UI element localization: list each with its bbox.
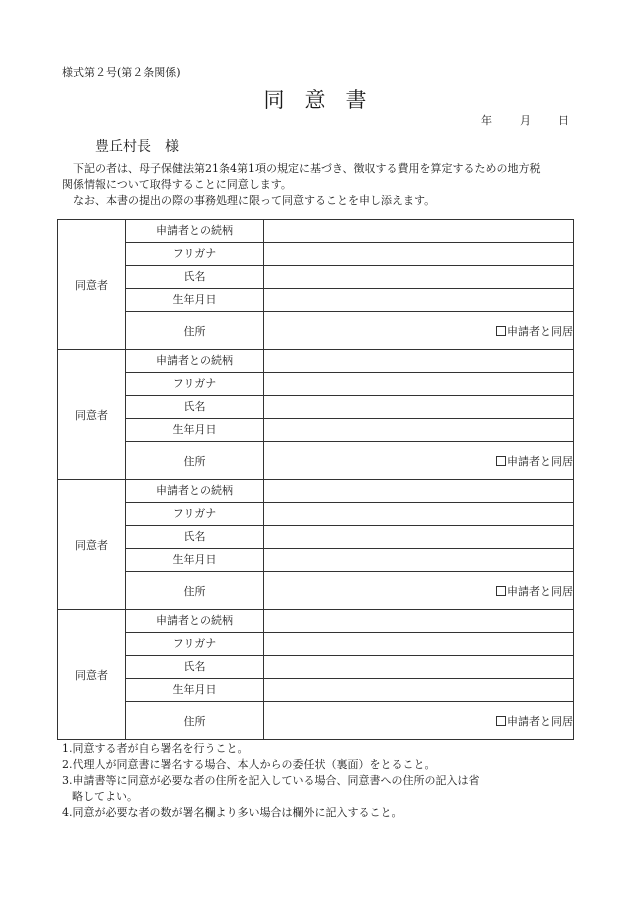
intro-line-1: 下記の者は、母子保健法第21条4第1項の規定に基づき、徴収する費用を算定するための地方税 <box>73 162 541 175</box>
name-label: 氏名 <box>126 266 264 289</box>
birthdate-field[interactable] <box>264 419 574 442</box>
note-3-continued: 略してよい。 <box>72 790 138 803</box>
relation-label: 申請者との続柄 <box>126 350 264 373</box>
form-number: 様式第２号(第２条関係) <box>62 66 181 79</box>
name-field[interactable] <box>264 656 574 679</box>
furigana-field[interactable] <box>264 503 574 526</box>
birthdate-field[interactable] <box>264 679 574 702</box>
relation-field[interactable] <box>264 220 574 243</box>
address-field[interactable] <box>264 572 574 610</box>
name-label: 氏名 <box>126 526 264 549</box>
intro-text <box>62 161 574 209</box>
cohabit-label: 申請者と同居 <box>507 714 573 728</box>
birthdate-label: 生年月日 <box>126 419 264 442</box>
furigana-label: フリガナ <box>126 503 264 526</box>
intro-line-2: 関係情報について取得することに同意します。 <box>62 178 292 191</box>
relation-field[interactable] <box>264 350 574 373</box>
name-field[interactable] <box>264 396 574 419</box>
cohabit-checkbox[interactable] <box>496 716 506 726</box>
name-field[interactable] <box>264 526 574 549</box>
consenter-block-2 <box>58 350 574 480</box>
intro-line-3: なお、本書の提出の際の事務処理に限って同意することを申し添えます。 <box>73 194 436 207</box>
consenter-header: 同意者 <box>58 610 126 740</box>
relation-label: 申請者との続柄 <box>126 220 264 243</box>
birthdate-field[interactable] <box>264 549 574 572</box>
consent-table <box>57 219 574 740</box>
furigana-label: フリガナ <box>126 243 264 266</box>
cohabit-label: 申請者と同居 <box>507 324 573 338</box>
address-label: 住所 <box>126 572 264 610</box>
cohabit-checkbox[interactable] <box>496 326 506 336</box>
consenter-header: 同意者 <box>58 220 126 350</box>
birthdate-label: 生年月日 <box>126 679 264 702</box>
birthdate-label: 生年月日 <box>126 289 264 312</box>
date-line <box>476 112 572 126</box>
cohabit-checkbox[interactable] <box>496 586 506 596</box>
furigana-field[interactable] <box>264 633 574 656</box>
relation-field[interactable] <box>264 480 574 503</box>
date-year-label: 年 <box>481 114 492 127</box>
relation-label: 申請者との続柄 <box>126 480 264 503</box>
address-field[interactable] <box>264 312 574 350</box>
furigana-label: フリガナ <box>126 633 264 656</box>
furigana-label: フリガナ <box>126 373 264 396</box>
address-label: 住所 <box>126 442 264 480</box>
furigana-field[interactable] <box>264 243 574 266</box>
address-field[interactable] <box>264 702 574 740</box>
furigana-field[interactable] <box>264 373 574 396</box>
consenter-block-3 <box>58 480 574 610</box>
birthdate-label: 生年月日 <box>126 549 264 572</box>
name-label: 氏名 <box>126 396 264 419</box>
note-2: 2.代理人が同意書に署名する場合、本人からの委任状（裏面）をとること。 <box>62 758 436 771</box>
addressee: 豊丘村長 様 <box>95 139 179 155</box>
consenter-header: 同意者 <box>58 480 126 610</box>
address-field[interactable] <box>264 442 574 480</box>
name-field[interactable] <box>264 266 574 289</box>
note-3: 3.申請書等に同意が必要な者の住所を記入している場合、同意書への住所の記入は省 <box>62 774 480 787</box>
birthdate-field[interactable] <box>264 289 574 312</box>
cohabit-label: 申請者と同居 <box>507 584 573 598</box>
consenter-block-4 <box>58 610 574 740</box>
relation-label: 申請者との続柄 <box>126 610 264 633</box>
date-day-label: 日 <box>558 114 569 127</box>
note-1: 1.同意する者が自ら署名を行うこと。 <box>62 742 249 755</box>
cohabit-label: 申請者と同居 <box>507 454 573 468</box>
address-label: 住所 <box>126 702 264 740</box>
cohabit-checkbox[interactable] <box>496 456 506 466</box>
page-title: 同意書 <box>263 88 387 112</box>
consenter-block-1 <box>58 220 574 350</box>
address-label: 住所 <box>126 312 264 350</box>
consenter-header: 同意者 <box>58 350 126 480</box>
notes <box>62 741 582 821</box>
date-month-label: 月 <box>520 114 531 127</box>
name-label: 氏名 <box>126 656 264 679</box>
relation-field[interactable] <box>264 610 574 633</box>
note-4: 4.同意が必要な者の数が署名欄より多い場合は欄外に記入すること。 <box>62 806 403 819</box>
